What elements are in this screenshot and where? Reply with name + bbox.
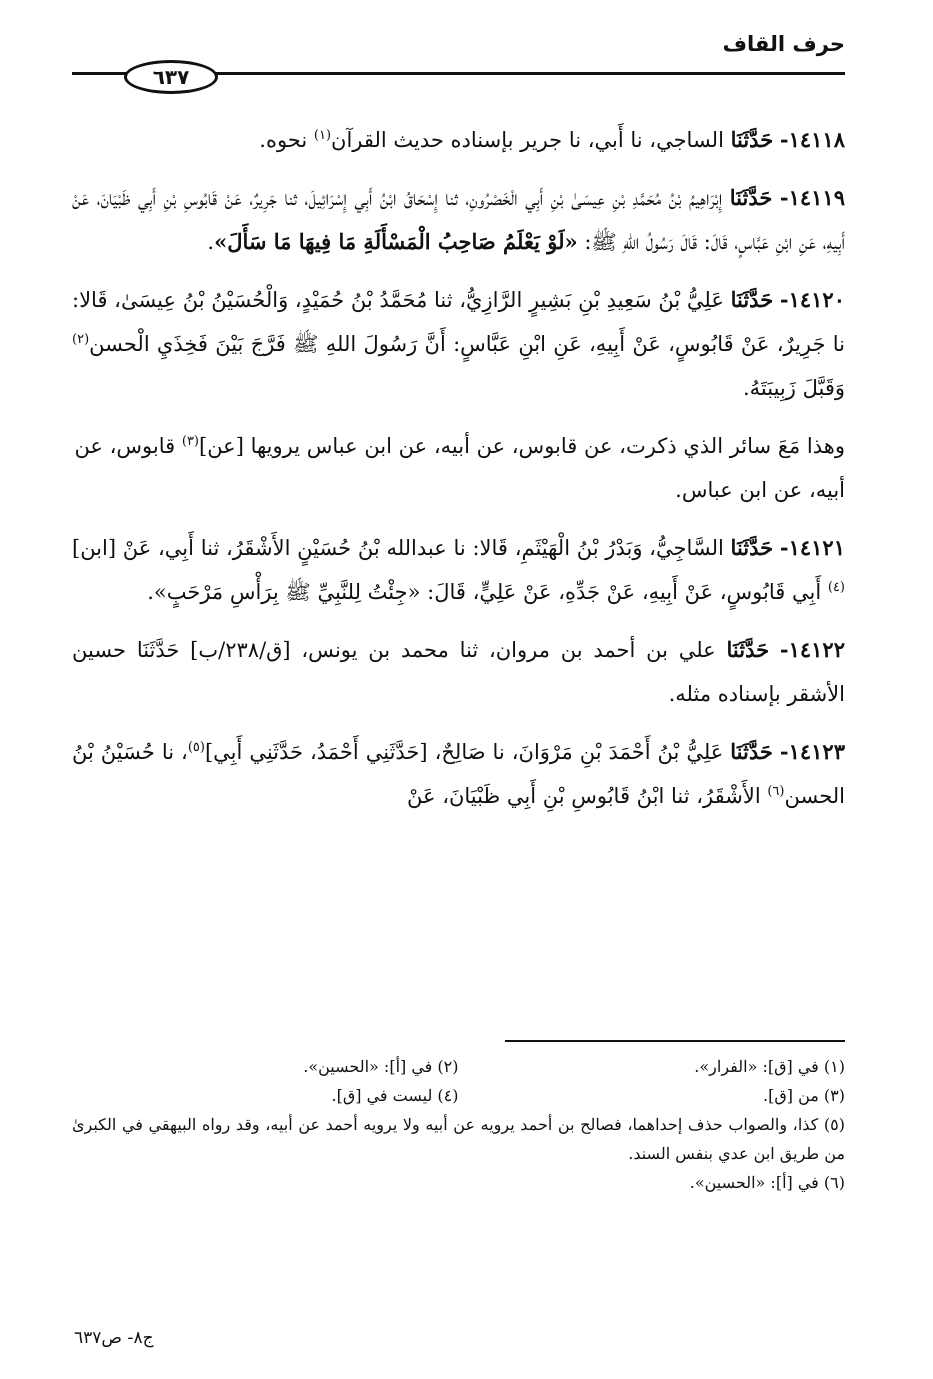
hadith-text: عَلِيُّ بْنُ سَعِيدِ بْنِ بَشِيرٍ الرَّازِيُّ، ثنا مُحَمَّدُ بْنُ حُمَيْدٍ، وَالْحُسَيْنُ بْنُ عِيسَىٰ، قَالا: نا جَرِيرٌ، عَنْ قَابُوسٍ، عَنْ أَبِيهِ، عَنِ ابْنِ عَبَّاسٍ: أَنَّ رَسُولَ اللهِ ﷺ فَرَّجَ بَيْنَ فَخِذَيِ الْحسن (72, 288, 845, 356)
hadith-text: الساجي، نا أَبي، نا جرير بإسناده حديث القرآن (331, 128, 731, 152)
haddathana: حَدَّثَنَا (726, 637, 770, 662)
haddathana: حَدَّثَنَا (730, 127, 774, 152)
footnote-ref[interactable]: (٤) (827, 580, 845, 595)
footnote-row (72, 1110, 845, 1168)
hadith-text: نحوه. (259, 128, 314, 152)
footnote-4: (٤) ليست في [ق]. (331, 1086, 459, 1105)
hadith-14123 (72, 730, 845, 818)
main-text (72, 118, 845, 832)
footnote-ref[interactable]: (٣) (181, 434, 199, 449)
footnote-6: (٦) في [أ]: «الحسين». (689, 1173, 845, 1192)
footnote-ref[interactable]: (٥) (187, 740, 205, 755)
footnote-row (72, 1168, 845, 1197)
note-text: قابوس، عن أبيه، عن ابن عباس. (74, 434, 845, 502)
footnote-1: (١) في [ق]: «الفرار». (694, 1057, 845, 1076)
footnote-ref[interactable]: (٢) (72, 332, 90, 347)
hadith-14119 (72, 176, 845, 264)
footnotes (72, 1052, 845, 1197)
footnote-ref[interactable]: (١) (313, 128, 332, 143)
hadith-number: ١٤١٢١- (779, 535, 845, 560)
hadith-matn: «لَوْ يَعْلَمُ صَاحِبُ الْمَسْأَلَةِ مَا فِيهَا مَا سَأَلَ» (214, 229, 578, 254)
hadith-text: أَبِي قَابُوسٍ، عَنْ أَبِيهِ، عَنْ جَدِّهِ، عَنْ عَلِيٍّ، قَالَ: «جِئْتُ لِلنَّبِيِّ ﷺ بِرَأْسِ مَرْحَبٍ». (147, 580, 828, 604)
hadith-14121 (72, 526, 845, 614)
haddathana: حَدَّثَنَا (730, 287, 774, 312)
hadith-number: ١٤١٢٠- (779, 287, 845, 312)
page-number-badge: ٦٣٧ (124, 60, 218, 94)
hadith-text: السَّاجِيُّ، وَبَدْرُ بْنُ الْهَيْثَمِ، قَالا: نا عبدالله بْنُ حُسَيْنٍ الأَشْقَرُ، ثنا أَبِي، عَنْ [ابن] (72, 536, 731, 560)
hadith-text: عَلِيُّ بْنُ أَحْمَدَ بْنِ مَرْوَانَ، نا صَالِحٌ، [حَدَّثَنِي أَحْمَدُ، حَدَّثَنِي أَبِي] (204, 740, 731, 764)
footnote-3: (٣) من [ق]. (763, 1086, 845, 1105)
hadith-text: . (207, 230, 215, 254)
footnote-5: (٥) كذا، والصواب حذف إحداهما، فصالح بن أحمد يرويه عن أبيه ولا يرويه أحمد عن أبيه، وقد رواه البيهقي في الكبرىٰ من طريق ابن عدي بنفس السند. (72, 1115, 846, 1163)
hadith-14118 (72, 118, 845, 162)
running-title: حرف القاف (722, 32, 845, 56)
editor-note (72, 424, 845, 512)
footnote-row (72, 1052, 845, 1081)
volume-page-reference: ج٨- ص٦٣٧ (74, 1328, 154, 1348)
page-header (72, 28, 845, 89)
haddathana: حَدَّثَنَا (730, 535, 774, 560)
hadith-text: الأَشْقَرُ، ثنا ابْنُ قَابُوسِ بْنِ أَبِي ظَبْيَانَ، عَنْ (407, 784, 768, 808)
hadith-text: ، نا حُسَيْنُ بْنُ الحسن (72, 740, 845, 808)
hadith-number: ١٤١١٨- (779, 127, 845, 152)
footnote-ref[interactable]: (٦) (767, 784, 785, 799)
footnote-2: (٢) في [أ]: «الحسين». (303, 1057, 459, 1076)
note-text: وهذا مَعَ سائر الذي ذكرت، عن قابوس، عن أبيه، عن ابن عباس يرويها [عن] (199, 434, 845, 458)
hadith-text: علي بن أحمد بن مروان، ثنا محمد بن يونس، [ق/٢٣٨/ب] حَدَّثَنَا حسين الأشقر بإسناده مثله. (72, 638, 845, 706)
footnote-separator (505, 1040, 845, 1042)
hadith-text: وَقَبَّلَ زَبِيبَتَهُ. (742, 376, 845, 400)
haddathana: حَدَّثَنَا (729, 185, 773, 210)
hadith-number: ١٤١١٩- (779, 185, 845, 210)
footnote-row (72, 1081, 845, 1110)
hadith-number: ١٤١٢٣- (779, 739, 845, 764)
hadith-14122 (72, 628, 845, 716)
hadith-text: إِبْرَاهِيمُ بْنُ مُحَمَّدِ بْنِ عِيسَىٰ بْنِ أَبِي الْخَصْرُونِ، ثنا إِسْحَاقُ ابْنُ أَبِي إِسْرَائِيلَ، ثنا جَرِيرٌ، عَنْ قَابُوسِ بْنِ أَبِي ظَبْيَانَ، عَنْ أَبِيهِ، عَنِ ابْنِ عَبَّاسٍ، قَالَ: قَالَ رَسُولُ اللهِ ﷺ: (72, 186, 845, 254)
hadith-number: ١٤١٢٢- (779, 637, 845, 662)
hadith-14120 (72, 278, 845, 410)
haddathana: حَدَّثَنَا (730, 739, 773, 764)
